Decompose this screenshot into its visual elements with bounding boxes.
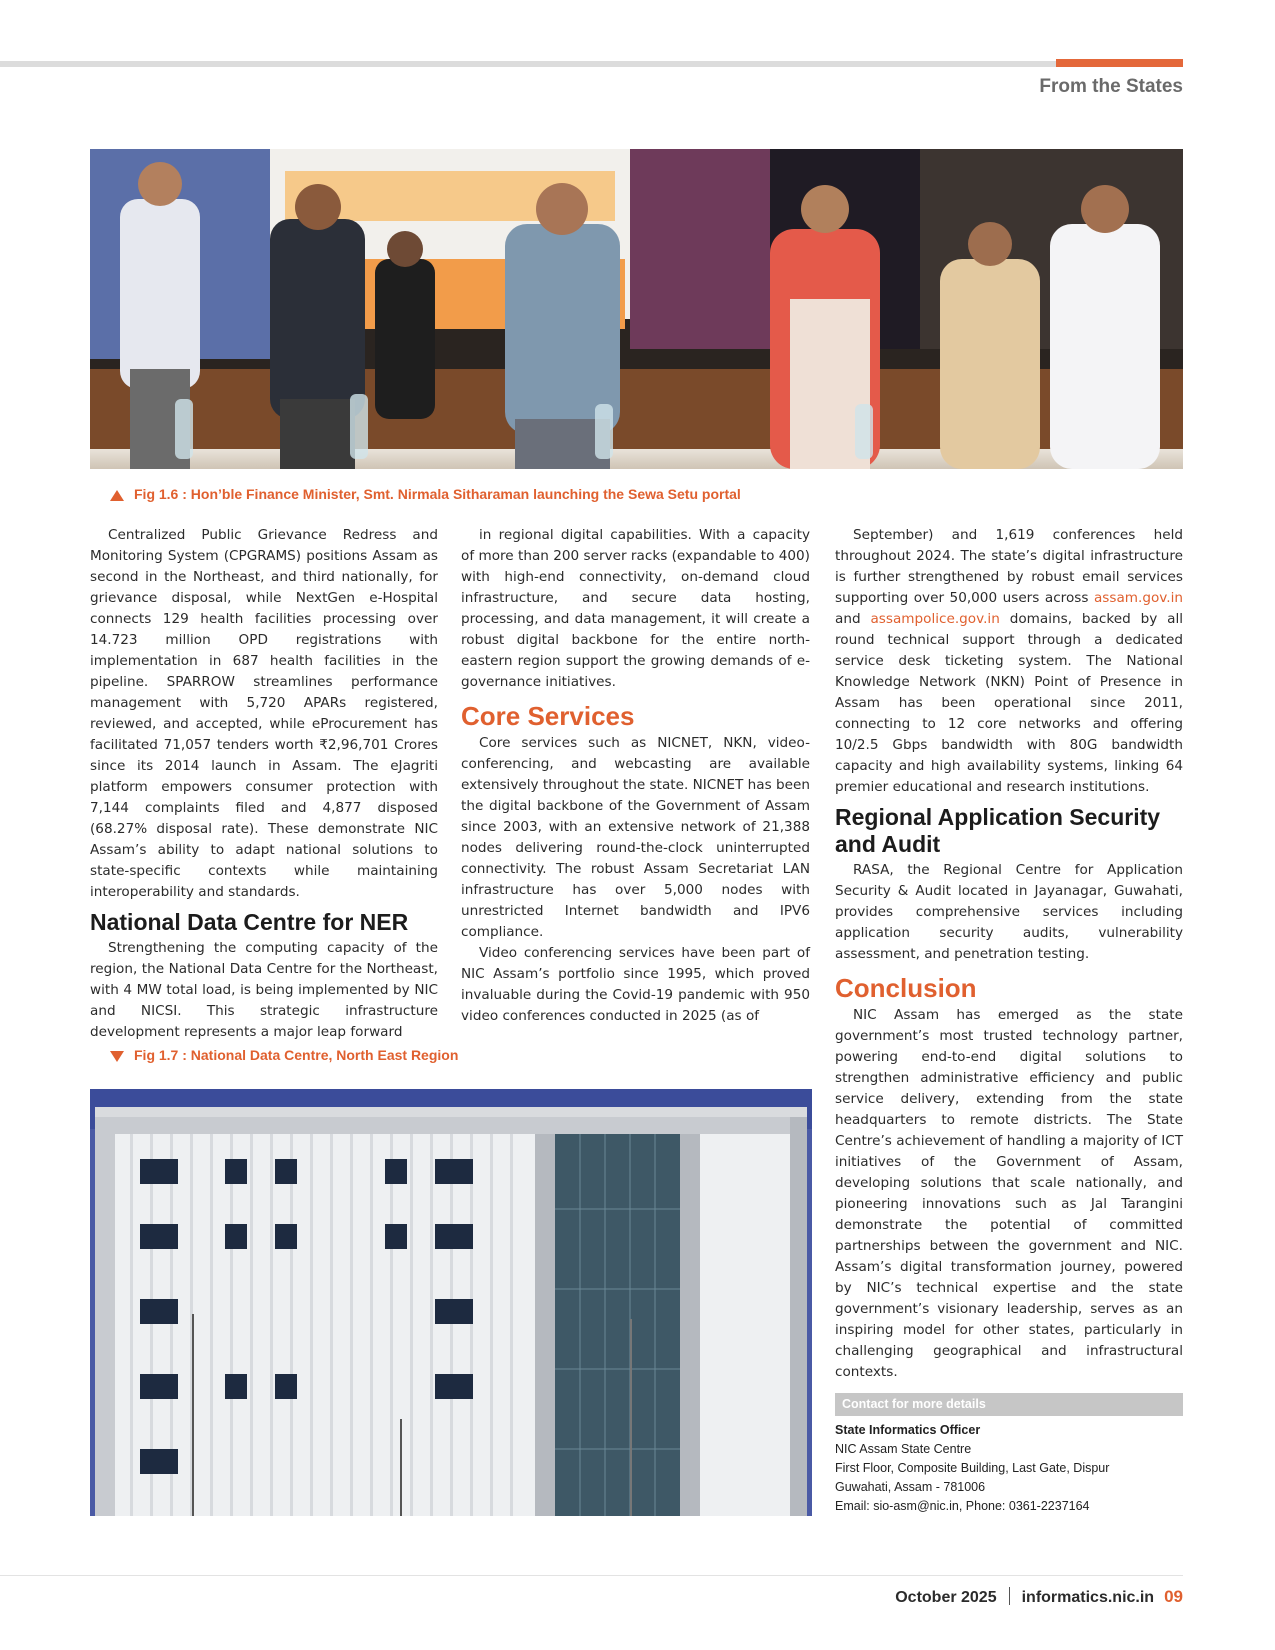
footer-date: October 2025 [895,1589,997,1606]
footer-rule [0,1575,1183,1576]
contact-email-phone: Email: sio-asm@nic.in, Phone: 0361-2237164 [835,1499,1090,1513]
page-number: 09 [1164,1587,1183,1606]
paragraph: NIC Assam has emerged as the state government’s most trusted technology partner, powering end-to-end digital solutions to strengthen administrative efficiency and public service delivery, extending from the state headquarters to remote districts. The State Centre’s achievement of handling a majority of ICT initiatives of the Government of Assam, developing solutions that scale nationally, and pioneering innovations such as Jal Tarangini demonstrate the potential of committed partnerships between the government and NIC. Assam’s digital transformation journey, powered by NIC’s technical expertise and the state government’s visionary leadership, serves as an inspiring model for other states, particularly in challenging geographical and infrastructural contexts. [835,1007,1183,1380]
paragraph: Centralized Public Grievance Redress and Monitoring System (CPGRAMS) positions Assam as second in the Northeast, and third nationally, for grievance disposal, while NextGen e-Hospital connects 129 health facilities processing over 14.723 million OPD registrations with implementation in 687 health facilities in the pipeline. SPARROW streamlines performance management with 5,720 APARs registered, reviewed, and accepted, while eProcurement has facilitated 71,057 tenders worth ₹2,96,701 Crores since its 2014 launch in Assam. The eJagriti platform empowers consumer protection with 7,144 complaints filed and 4,877 disposed (68.27% disposal rate). These demonstrate NIC Assam’s ability to adapt national solutions to state-specific contexts while maintaining interoperability and standards. [90,527,438,900]
heading-regional-application-security: Regional Application Security and Audit [835,804,1161,857]
article-column-3 [835,525,1183,1383]
fig-1-6-caption: Fig 1.6 : Hon’ble Finance Minister, Smt. Nirmala Sitharaman launching the Sewa Setu portal [110,486,741,502]
paragraph: RASA, the Regional Centre for Application Security & Audit located in Jayanagar, Guwahati, provides comprehensive services including application security audits, vulnerability assessment, and penetration testing. [835,862,1183,962]
paragraph: September) and 1,619 conferences held throughout 2024. The state’s digital infrastructure is further strengthened by robust email services supporting over 50,000 users across assam.gov.in and assampolice.gov.in domains, backed by all round technical support through a dedicated service desk ticketing system. The National Knowledge Network (NKN) Point of Presence in Assam has been operational since 2011, connecting to 12 core networks and offering 10/2.5 Gbps bandwidth with 80G bandwidth capacity and high availability systems, linking 64 premier educational and research institutions. [835,527,1183,795]
contact-line: Guwahati, Assam - 781006 [835,1480,986,1494]
link-assam-gov[interactable]: assam.gov.in [1093,590,1183,606]
footer-site[interactable]: informatics.nic.in [1021,1589,1155,1606]
link-assampolice-gov[interactable]: assampolice.gov.in [870,611,1000,627]
fig-1-6-photo [90,149,1183,469]
contact-line: First Floor, Composite Building, Last Gate, Dispur [835,1461,1110,1475]
article-column-1 [90,525,438,1043]
heading-conclusion: Conclusion [835,973,977,1003]
triangle-up-icon [110,490,124,501]
paragraph: Video conferencing services have been part of NIC Assam’s portfolio since 1995, which proved invaluable during the Covid-19 pandemic with 950 video conferences conducted in 2025 (as of [461,945,810,1024]
heading-core-services: Core Services [461,701,635,731]
contact-line: NIC Assam State Centre [835,1442,972,1456]
fig-1-7-photo [90,1089,812,1516]
article-column-2 [461,525,810,1027]
contact-title: State Informatics Officer [835,1423,981,1437]
footer-separator [1009,1587,1010,1605]
header-rule [0,61,1183,67]
contact-details [835,1421,1183,1516]
header-accent-rule [1056,59,1183,67]
section-label: From the States [1039,76,1183,97]
heading-national-data-centre: National Data Centre for NER [90,909,409,935]
paragraph: in regional digital capabilities. With a capacity of more than 200 server racks (expandable to 400) with high-end connectivity, on-demand cloud infrastructure, and secure data hosting, processing, and data management, it will create a robust digital backbone for the entire north-eastern region support the growing demands of e-governance initiatives. [461,527,810,690]
fig-1-7-caption: Fig 1.7 : National Data Centre, North East Region [110,1047,458,1063]
footer [895,1587,1183,1607]
paragraph: Strengthening the computing capacity of the region, the National Data Centre for the Northeast, with 4 MW total load, is being implemented by NIC and NICSI. This strategic infrastructure development represents a major leap forward [90,940,438,1040]
paragraph: Core services such as NICNET, NKN, video-conferencing, and webcasting are available extensively throughout the state. NICNET has been the digital backbone of the Government of Assam since 2003, with an extensive network of 21,388 nodes delivering round-the-clock uninterrupted connectivity. The robust Assam Secretariat LAN infrastructure has over 5,000 nodes with unrestricted Internet bandwidth and IPV6 compliance. [461,735,810,940]
contact-heading: Contact for more details [835,1393,1183,1416]
triangle-down-icon [110,1051,124,1062]
